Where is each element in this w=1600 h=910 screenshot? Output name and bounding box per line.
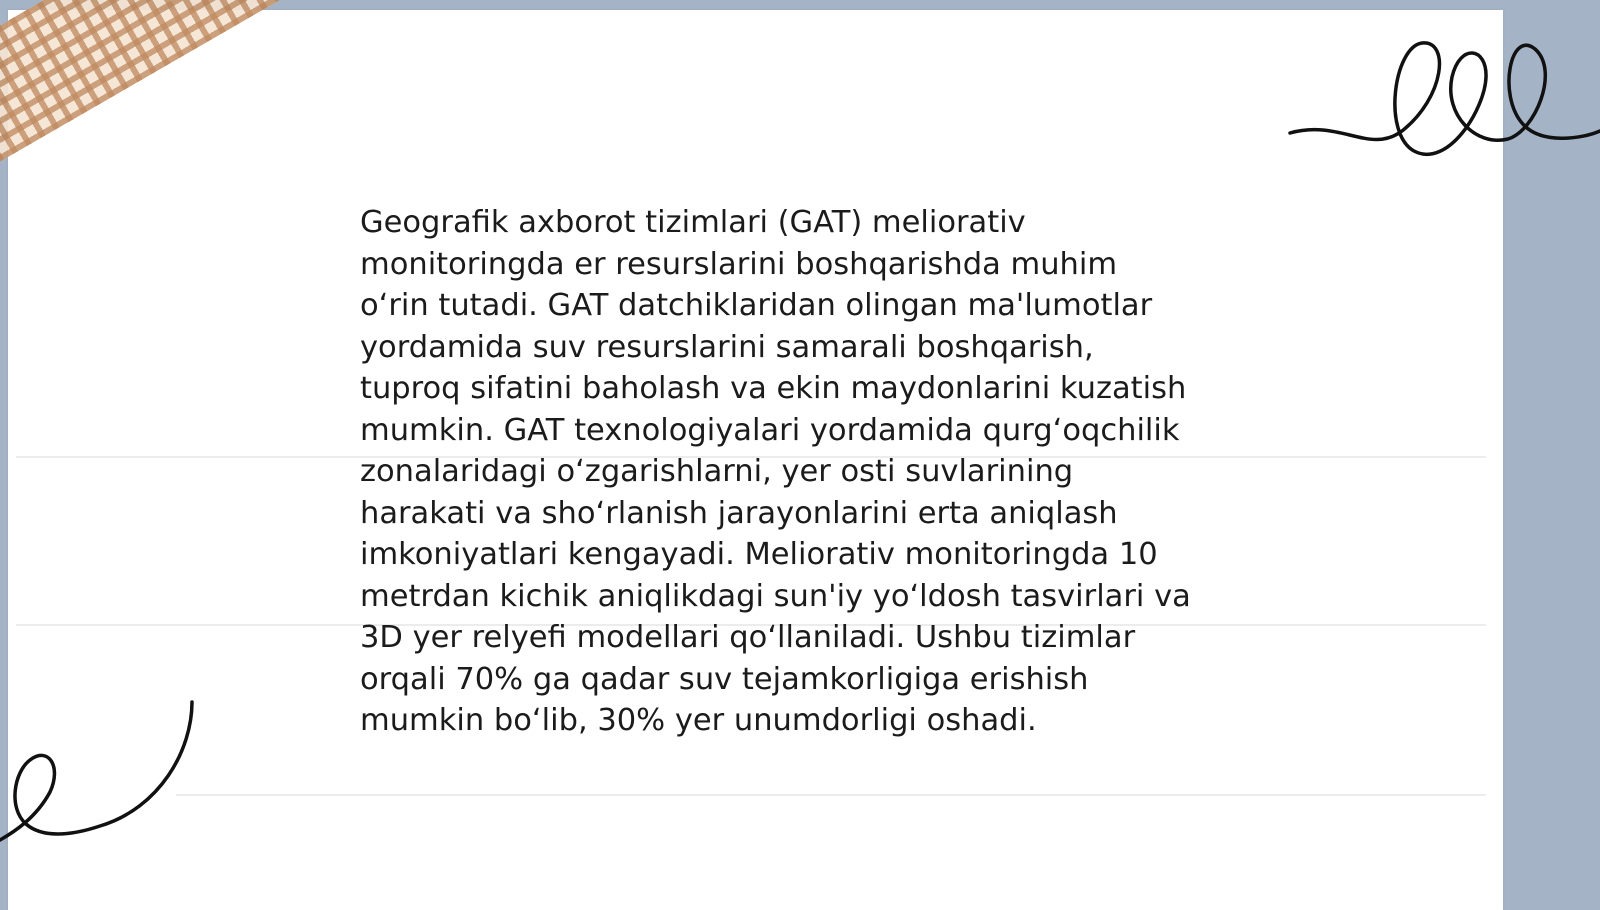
body-paragraph: Geografik axborot tizimlari (GAT) meliorativ monitoringda er resurslarini boshqarishda muhim o‘rin tutadi. GAT datchiklaridan olingan ma'lumotlar yordamida suv resurslarini samarali boshqarish, tuproq sifatini baholash va ekin maydonlarini kuzatish mumkin. GAT texnologiyalari yordamida qurg‘oqchilik zonalaridagi o‘zgarishlarni, yer osti suvlarining harakati va sho‘rlanish jarayonlarini erta aniqlash imkoniyatlari kengayadi. Meliorativ monitoringda 10 metrdan kichik aniqlikdagi sun'iy yo‘ldosh tasvirlari va 3D yer relyefi modellari qo‘llaniladi. Ushbu tizimlar orqali 70% ga qadar suv tejamkorligiga erishish mumkin bo‘lib, 30% yer unumdorligi oshadi.: [360, 205, 1191, 738]
loop-scribble-decoration: [1290, 35, 1600, 165]
swirl-scribble-decoration: [0, 700, 200, 850]
ruled-line: [176, 794, 1486, 796]
